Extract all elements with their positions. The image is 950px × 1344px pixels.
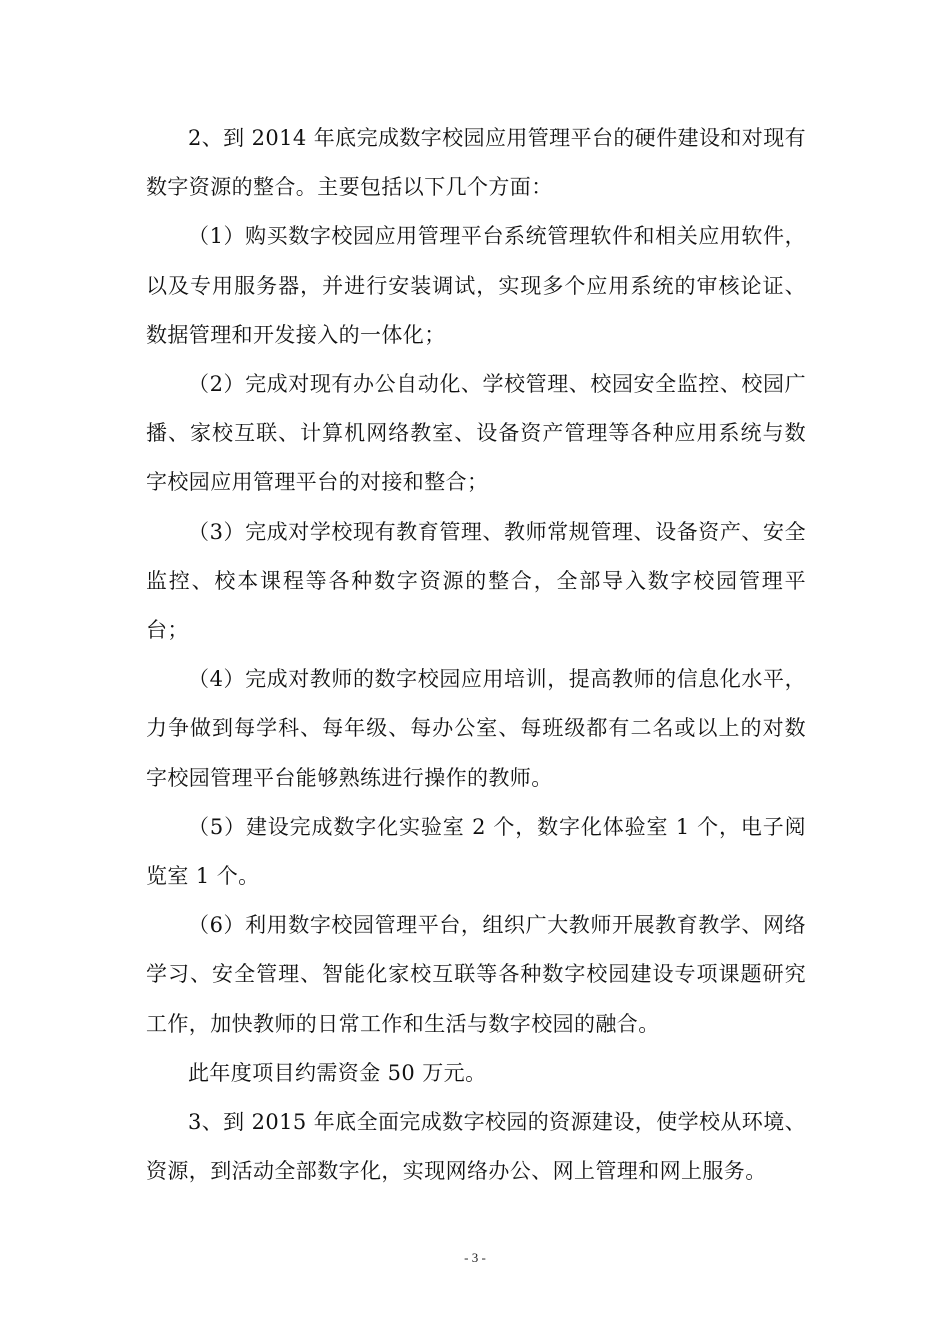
paragraph-funding: 此年度项目约需资金 50 万元。 xyxy=(188,1060,487,1085)
paragraph-section-3: 3、到 2015 年底全面完成数字校园的资源建设，使学校从环境、资源，到活动全部数字化，实现网络办公、网上管理和网上服务。 xyxy=(146,1110,806,1184)
paragraph-section-2: 2、到 2014 年底完成数字校园应用管理平台的硬件建设和对现有数字资源的整合。主要包括以下几个方面： xyxy=(146,126,806,200)
paragraph-item-4: （4）完成对教师的数字校园应用培训，提高教师的信息化水平，力争做到每学科、每年级、每办公室、每班级都有二名或以上的对数字校园管理平台能够熟练进行操作的教师。 xyxy=(146,667,806,790)
paragraph-item-1: （1）购买数字校园应用管理平台系统管理软件和相关应用软件，以及专用服务器，并进行安装调试，实现多个应用系统的审核论证、数据管理和开发接入的一体化； xyxy=(146,224,806,347)
paragraph-item-3: （3）完成对学校现有教育管理、教师常规管理、设备资产、安全监控、校本课程等各种数字资源的整合，全部导入数字校园管理平台； xyxy=(146,519,806,643)
paragraph-item-2: （2）完成对现有办公自动化、学校管理、校园安全监控、校园广播、家校互联、计算机网络教室、设备资产管理等各种应用系统与数字校园应用管理平台的对接和整合； xyxy=(146,372,806,495)
document-page xyxy=(146,0,806,1344)
page-number: - 3 - xyxy=(464,1250,486,1265)
document-body xyxy=(146,114,806,1196)
paragraph-item-5: （5）建设完成数字化实验室 2 个，数字化体验室 1 个，电子阅览室 1 个。 xyxy=(146,814,806,889)
paragraph-item-6: （6）利用数字校园管理平台，组织广大教师开展教育教学、网络学习、安全管理、智能化家校互联等各种数字校园建设专项课题研究工作，加快教师的日常工作和生活与数字校园的融合。 xyxy=(146,913,806,1036)
